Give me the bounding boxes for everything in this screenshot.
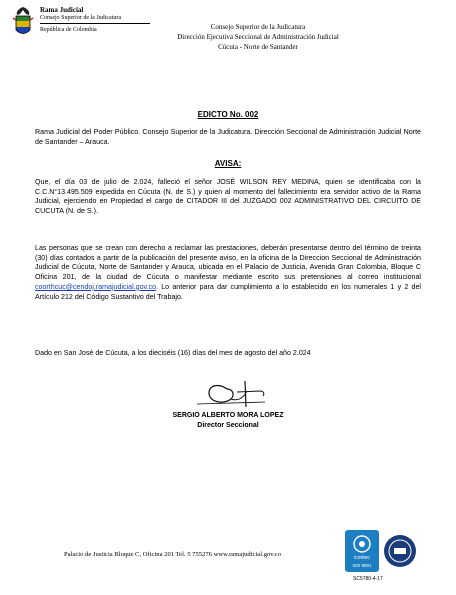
claims-text-a: Las personas que se crean con derecho a reclamar las prestaciones, deberán presentarse dentro del término de treinta (30) días contados a partir de la publicación del presente aviso, en la oficina de la Direccion Seccional de Administración Judicial de Cúcuta, Norte de Santander y Arauca, ubicada en el Palacio de Justicia, Avenida Gran Colombia, Bloque C Oficina 201, de la ciudad de Cúcuta o manifestar mediante escrito sus pretensiones al correo institucional: [35, 244, 421, 282]
colombia-seal-icon: [12, 6, 34, 38]
claims-paragraph: [35, 244, 421, 302]
header-direction: Dirección Ejecutiva Seccional de Administración Judicial: [177, 33, 339, 41]
claims-text-b: . Lo anterior para dar cumplimiento a lo establecido en los numerales 1 y 2 del Artículo 212 del Código Sustantivo del Trabajo.: [35, 282, 421, 301]
email-link[interactable]: coorthcuc@cendoj.ramajudicial.gov.co: [35, 282, 157, 291]
header-left: [8, 4, 158, 44]
header-right: [158, 22, 358, 52]
signer-name: SERGIO ALBERTO MORA LOPEZ: [172, 412, 284, 419]
document-title: EDICTO No. 002: [197, 110, 259, 119]
signer-title: Director Seccional: [197, 422, 259, 429]
notice-paragraph: Que, el día 03 de julio de 2.024, falleció el señor JOSÉ WILSON REY MEDINA, quien se identificaba con la C.C.N°13.495.509 expedida en Cúcuta (N. de S.) y quien al momento del fallecimiento era servidor activo de la Rama Judicial, ejerciendo en Propiedad el cargo de CITADOR III del JUZGADO 002 ADMINISTRATIVO DEL CIRCUITO DE CUCUTA (N. de S.).: [35, 178, 421, 216]
org-line-1: Rama Judicial: [40, 6, 84, 14]
intro-paragraph: Rama Judicial del Poder Público. Consejo Superior de la Judicatura. Dirección Seccional de Administración Judicial Norte de Santander – Arauca.: [35, 128, 421, 146]
cert-code: SC5780-4-17: [353, 576, 383, 582]
org-line-2: Consejo Superior de la Judicatura: [40, 15, 121, 21]
footer-text: Palacio de Justicia Bloque C, Oficina 201 Tel. 5 755276 www.ramajudicial.gov.co: [64, 551, 282, 558]
avisa-heading: AVISA:: [214, 159, 242, 168]
iqnet-logo-icon: [383, 534, 417, 568]
cert-label-1: icontec: [354, 555, 370, 561]
icontec-logo-icon: [345, 530, 379, 572]
header-council: Consejo Superior de la Judicatura: [210, 23, 306, 31]
header-city: Cúcuta - Norte de Santander: [218, 43, 298, 51]
signature-icon: [185, 377, 275, 411]
header-rule: [40, 23, 150, 24]
org-line-3: República de Colombia: [40, 27, 97, 33]
signer-block: [0, 411, 456, 431]
closing-paragraph: Dado en San José de Cúcuta, a los dieciséis (16) días del mes de agosto del año 2.024: [35, 349, 311, 357]
cert-label-2: ISO 9001: [352, 563, 372, 568]
